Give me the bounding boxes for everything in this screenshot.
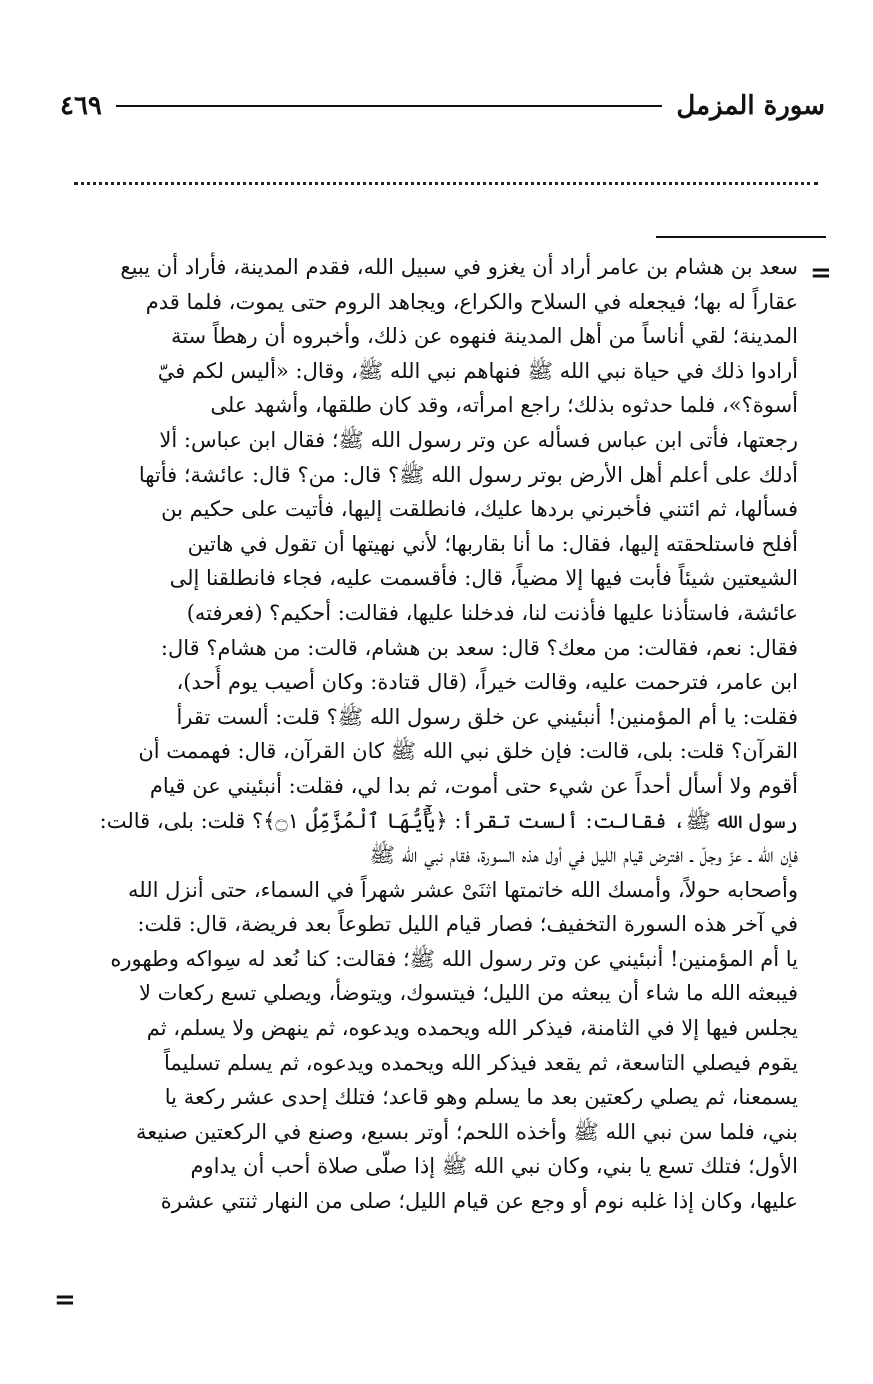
footnote-line: ابن عامر، فترحمت عليه، وقالت خيراً، (قال قتادة: وكان أصيب يوم أُحد)، — [176, 670, 798, 695]
footnote-line: في آخر هذه السورة التخفيف؛ فصار قيام الليل تطوعاً بعد فريضة، قال: قلت: — [137, 912, 798, 937]
footnote-line: أفلح فاستلحقته إليها، فقال: ما أنا بقاربها؛ لأني نهيتها أن تقول في هاتين — [187, 531, 798, 556]
footnote-line: فإن الله ـ عزّ وجلّ ـ افترض قيام الليل في أول هذه السورة، فقام نبي الله ﷺ — [369, 843, 798, 868]
footnote-line: عليها، وكان إذا غلبه نوم أو وجع عن قيام الليل؛ صلى من النهار ثنتي عشرة — [160, 1189, 798, 1214]
footnote-line: رجعتها، فأتى ابن عباس فسأله عن وتر رسول الله ﷺ؛ فقال ابن عباس: ألا — [159, 427, 798, 452]
footnote-line: فيبعثه الله ما شاء أن يبعثه من الليل؛ فيتسوك، ويتوضأ، ويصلي تسع ركعات لا — [138, 981, 798, 1006]
footnote-line: الأول؛ فتلك تسع يا بني، وكان نبي الله ﷺ إذا صلّى صلاة أحب أن يداوم — [190, 1154, 798, 1179]
footnote-line: فسألها، ثم ائتني فأخبرني بردها عليك، فانطلقت إليها، فأتيت على حكيم بن — [161, 497, 798, 522]
footnote-line: أسوة؟»، فلما حدثوه بذلك؛ راجع امرأته، وقد كان طلقها، وأشهد على — [210, 393, 798, 418]
header-rule — [116, 105, 663, 107]
footnote-line: يجلس فيها إلا في الثامنة، فيذكر الله ويحمده ويدعوه، ثم ينهض ولا يسلم، ثم — [146, 1016, 798, 1041]
footnote-line: عائشة، فاستأذنا عليها فأذنت لنا، فدخلنا عليها، فقالت: أحكيم؟ (فعرفته) — [186, 600, 798, 625]
surah-title: سورة المزمل — [676, 91, 825, 121]
continuation-mark-end: = — [54, 1285, 76, 1315]
footnote-line: يسمعنا، ثم يصلي ركعتين بعد ما يسلم وهو قاعد؛ فتلك إحدى عشر ركعة يا — [164, 1085, 798, 1110]
footnote-line: أرادوا ذلك في حياة نبي الله ﷺ فنهاهم نبي الله ﷺ، وقال: «أليس لكم فيّ — [157, 358, 798, 383]
footnote-line: يقوم فيصلي التاسعة، ثم يقعد فيذكر الله ويحمده ويدعوه، ثم يسلم تسليماً — [164, 1050, 798, 1075]
dotted-separator — [74, 182, 818, 185]
footnote-line: فقلت: يا أم المؤمنين! أنبئيني عن خلق رسول الله ﷺ؟ قلت: ألست تقرأ — [176, 704, 798, 729]
footnote-line: يا أم المؤمنين! أنبئيني عن وتر رسول الله ﷺ؛ فقالت: كنا نُعد له سِواكه وطهوره — [110, 946, 798, 971]
footnote-rule — [656, 236, 826, 238]
page-number: ٤٦٩ — [60, 91, 102, 121]
footnote-line: المدينة؛ لقي أناساً من أهل المدينة فنهوه عن ذلك، وأخبروه أن رهطاً ستة — [170, 324, 798, 349]
footnote-line: الشيعتين شيئاً فأبت فيها إلا مضياً، قال: فأقسمت عليه، فجاء فانطلقنا إلى — [169, 566, 798, 591]
footnote-line: عقاراً له بها؛ فيجعله في السلاح والكراع، ويجاهد الروم حتى يموت، فلما قدم — [145, 289, 798, 314]
footnote-line: أدلك على أعلم أهل الأرض بوتر رسول الله ﷺ؟ قال: من؟ قال: عائشة؛ فأتها — [138, 462, 798, 487]
footnote-line: فقال: نعم، فقالت: من معك؟ قال: سعد بن هشام، قالت: من هشام؟ قال: — [160, 635, 798, 660]
footnote-line: بني، فلما سن نبي الله ﷺ وأخذه اللحم؛ أوتر بسبع، وصنع في الركعتين صنيعة — [135, 1119, 798, 1144]
continuation-mark-start: = — [810, 258, 832, 288]
page-header — [60, 86, 825, 126]
footnote-line: سعد بن هشام بن عامر أراد أن يغزو في سبيل الله، فقدم المدينة، فأراد أن يبيع — [120, 255, 798, 279]
footnote-line: أقوم ولا أسأل أحداً عن شيء حتى أموت، ثم بدا لي، فقلت: أنبئيني عن قيام — [149, 773, 798, 798]
footnote-text — [74, 250, 798, 1219]
footnote-line: وأصحابه حولاً، وأمسك الله خاتمتها اثنَىْ عشر شهراً في السماء، حتى أنزل الله — [128, 877, 798, 902]
footnote-line: القرآن؟ قلت: بلى، قالت: فإن خلق نبي الله ﷺ كان القرآن، قال: فهممت أن — [138, 739, 798, 764]
footnote-line: رسول الله ﷺ، فقالت: ألست تقرأ: ﴿يَٰٓأَيُّهَا ٱلْمُزَّمِّلُ ۝١﴾؟ قلت: بلى، قالت: — [99, 808, 798, 833]
